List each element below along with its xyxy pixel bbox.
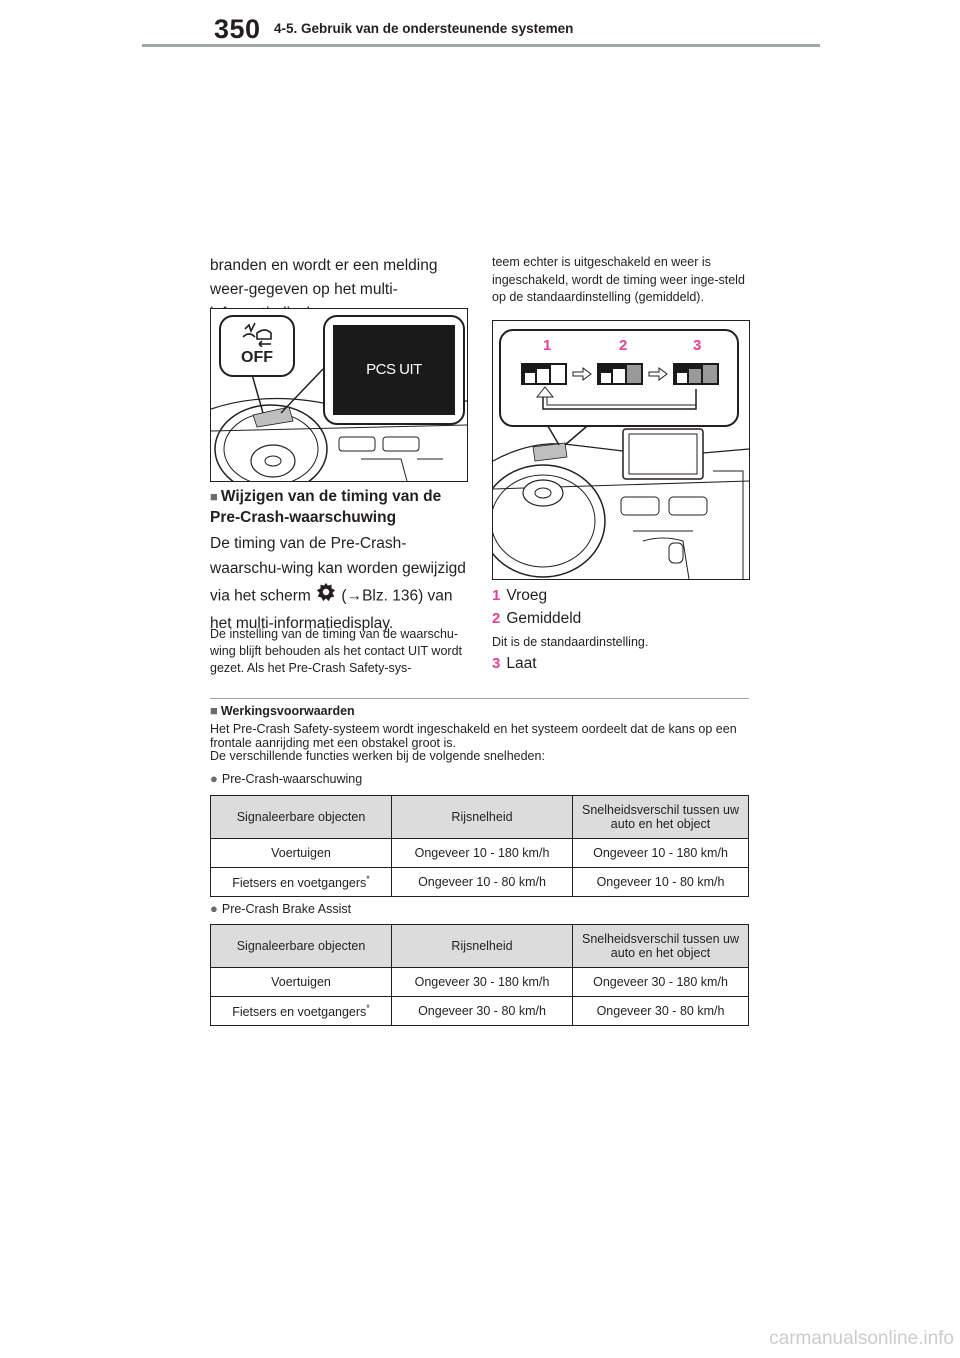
option-2-note: Dit is de standaardinstelling.: [492, 635, 649, 649]
timing-note: De instelling van de timing van de waarschu-wing blijft behouden als het contact UIT wordt gezet. Als het Pre-Crash Safety-sys-: [210, 627, 462, 675]
option-2: 2 Gemiddeld: [492, 610, 582, 627]
table2-title: ● Pre-Crash Brake Assist: [210, 901, 352, 916]
footnote-mark: *: [366, 1002, 370, 1013]
pcs-icon-callout: [219, 315, 295, 377]
table-header-cell: Rijsnelheid: [392, 925, 573, 968]
timing-label-1: 1: [543, 337, 552, 354]
gear-icon: [315, 581, 337, 612]
table-cell: Ongeveer 30 - 80 km/h: [573, 997, 749, 1026]
watermark-link[interactable]: carmanualsonline.info: [769, 1328, 954, 1349]
table-header-row: [211, 925, 749, 968]
timing-paragraph: De timing van de Pre-Crash-waarschu-wing kan worden gewijzigd via het scherm (→Blz. 136) van het multi-informatiedisplay.: [210, 535, 466, 632]
table-row: [211, 997, 749, 1026]
table-row: [211, 839, 749, 868]
footnote-mark: *: [366, 873, 370, 884]
table-cell: Ongeveer 30 - 180 km/h: [392, 968, 573, 997]
timing-figure: [492, 320, 750, 580]
table-header-row: [211, 796, 749, 839]
circle-bullet-icon: ●: [210, 771, 218, 786]
table1-title: ● Pre-Crash-waarschuwing: [210, 771, 363, 786]
option-1: 1 Vroeg: [492, 587, 548, 604]
table-row: [211, 968, 749, 997]
timing-label-3: 3: [693, 337, 702, 354]
conditions-heading: ■ Werkingsvoorwaarden: [210, 703, 355, 718]
table-header-cell: Rijsnelheid: [392, 796, 573, 839]
display-text: PCS UIT: [366, 361, 422, 378]
warning-speed-table: [210, 795, 749, 897]
pcs-warning-icon: [239, 321, 275, 347]
table-cell: Ongeveer 30 - 80 km/h: [392, 997, 573, 1026]
table-cell: Fietsers en voetgangers*: [211, 868, 392, 897]
page-number: 350: [214, 14, 261, 44]
brake-assist-speed-table: [210, 924, 749, 1026]
square-bullet-icon: ■: [210, 703, 218, 718]
square-bullet-icon: ■: [210, 489, 218, 504]
conditions-text: Het Pre-Crash Safety-systeem wordt ingeschakeld en het systeem oordeelt dat de kans op een frontale aanrijding met een obstakel groot is. De verschillende functies werken bij de volgende snelheden:: [210, 722, 737, 763]
header-rule: [142, 44, 820, 47]
table-cell: Ongeveer 10 - 180 km/h: [573, 839, 749, 868]
pcs-off-label: OFF: [241, 349, 273, 366]
timing-bars-diagram: [501, 359, 737, 421]
timing-label-2: 2: [619, 337, 628, 354]
table-header-cell: Snelheidsverschil tussen uw auto en het object: [573, 925, 749, 968]
table-cell: Ongeveer 10 - 80 km/h: [392, 868, 573, 897]
table-cell: Fietsers en voetgangers*: [211, 997, 392, 1026]
table-cell: Voertuigen: [211, 968, 392, 997]
pcs-off-figure: [210, 308, 468, 482]
display-callout: [323, 315, 465, 425]
table-header-cell: Signaleerbare objecten: [211, 925, 392, 968]
right-intro: teem echter is uitgeschakeld en weer is ingeschakeld, wordt de timing weer inge-steld op de standaardinstelling (gemiddeld).: [492, 255, 745, 304]
section-divider: [210, 698, 749, 699]
left-intro: branden en wordt er een melding weer-gegeven op het multi-: [210, 257, 438, 298]
timing-heading: ■ Wijzigen van de timing van de Pre-Crash-waarschuwing: [210, 488, 442, 526]
table-row: [211, 868, 749, 897]
option-3: 3 Laat: [492, 655, 537, 672]
display-screen: [333, 325, 455, 415]
timing-callout: [499, 329, 739, 427]
table-header-cell: Signaleerbare objecten: [211, 796, 392, 839]
table-cell: Ongeveer 10 - 80 km/h: [573, 868, 749, 897]
table-cell: Ongeveer 30 - 180 km/h: [573, 968, 749, 997]
section-title: 4-5. Gebruik van de ondersteunende systemen: [274, 21, 574, 36]
table-cell: Ongeveer 10 - 180 km/h: [392, 839, 573, 868]
table-header-cell: Snelheidsverschil tussen uw auto en het object: [573, 796, 749, 839]
table-cell: Voertuigen: [211, 839, 392, 868]
circle-bullet-icon: ●: [210, 901, 218, 916]
